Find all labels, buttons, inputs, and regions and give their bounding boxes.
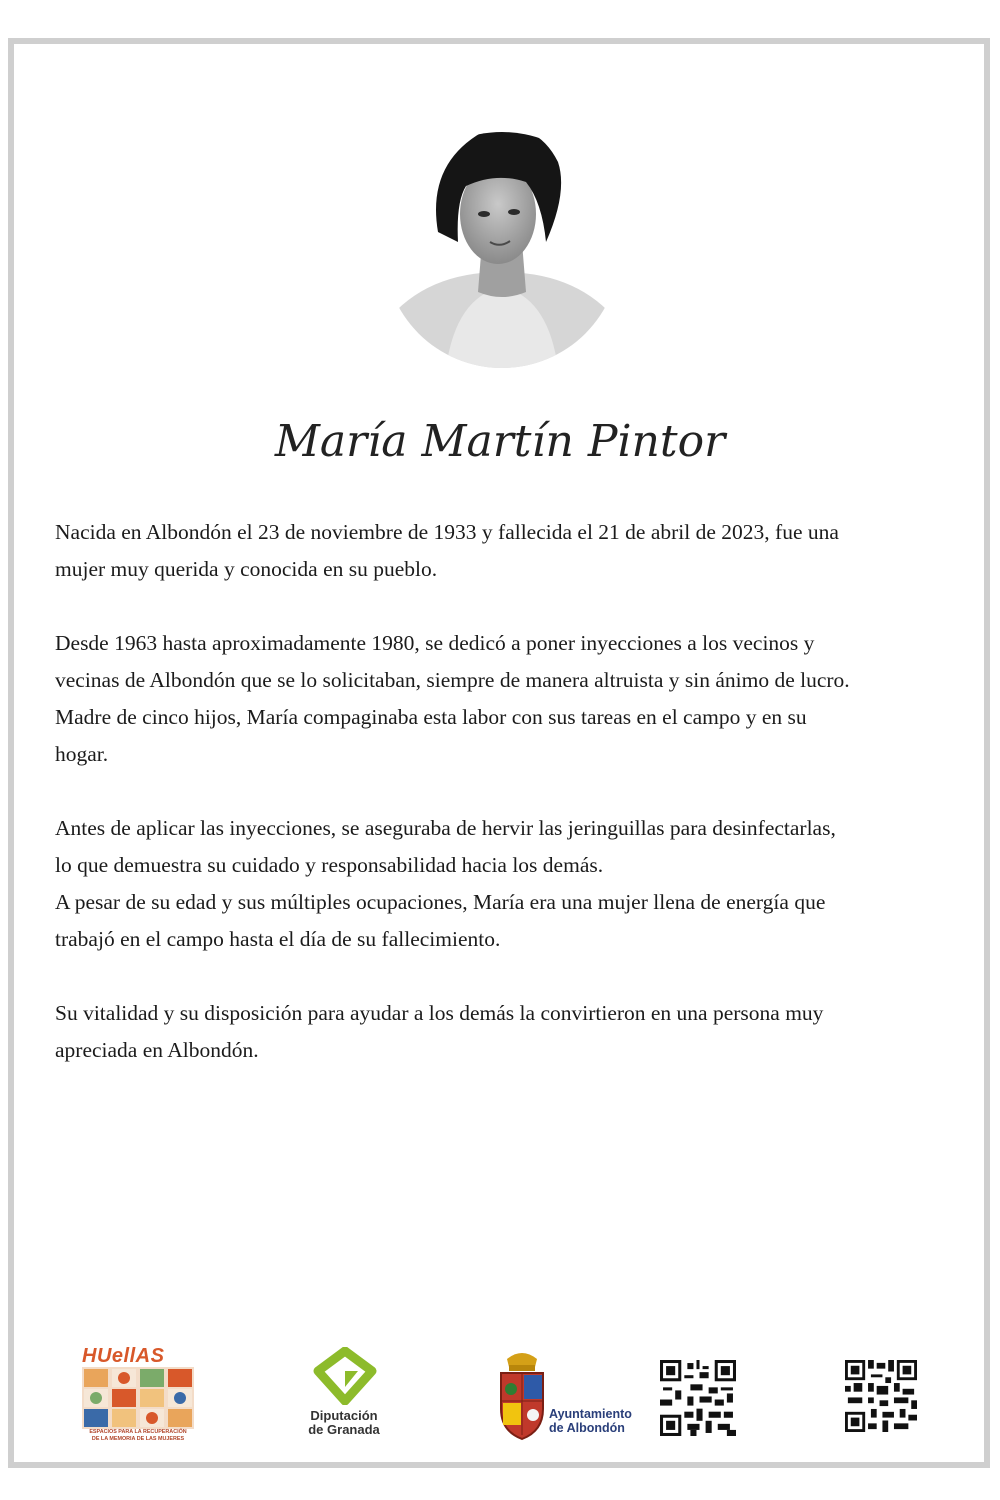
diputacion-granada-logo — [296, 1347, 392, 1447]
text-line: mujer muy querida y conocida en su pueblo. — [55, 557, 438, 581]
sponsor-logos — [0, 1335, 1000, 1445]
text-line: vecinas de Albondón que se lo solicitaban, siempre de manera altruista y sin ánimo de lucro. — [55, 668, 850, 692]
text-line: Desde 1963 hasta aproximadamente 1980, se dedicó a poner inyecciones a los vecinos y — [55, 631, 815, 655]
diputacion-emblem-icon — [312, 1347, 378, 1405]
huellas-logo — [82, 1345, 194, 1445]
text-line: Antes de aplicar las inyecciones, se aseguraba de hervir las jeringuillas para desinfectarlas, — [55, 816, 836, 840]
diputacion-line: de Granada — [308, 1422, 380, 1437]
diputacion-line: Diputación — [310, 1408, 378, 1423]
paragraph-3 — [55, 810, 940, 958]
paragraph-4 — [55, 995, 940, 1069]
text-line: A pesar de su edad y sus múltiples ocupaciones, María era una mujer llena de energía que — [55, 890, 826, 914]
ayuntamiento-line: de Albondón — [549, 1421, 625, 1435]
text-line: Madre de cinco hijos, María compaginaba esta labor con sus tareas en el campo y en su — [55, 705, 807, 729]
text-line: trabajó en el campo hasta el día de su fallecimiento. — [55, 927, 501, 951]
paragraph-2 — [55, 625, 940, 773]
huellas-sub-line: DE LA MEMORIA DE LAS MUJERES — [91, 1436, 185, 1442]
text-line: hogar. — [55, 742, 109, 766]
ayuntamiento-albondon-logo — [497, 1345, 657, 1445]
qr-code-icon[interactable] — [845, 1360, 917, 1432]
huellas-sub-line: ESPACIOS PARA LA RECUPERACIÓN — [89, 1429, 187, 1435]
qr-code-icon[interactable] — [660, 1360, 736, 1436]
paragraph-1 — [55, 514, 940, 588]
diputacion-text — [296, 1409, 392, 1437]
text-line: Nacida en Albondón el 23 de noviembre de 1933 y fallecida el 21 de abril de 2023, fue una — [55, 520, 839, 544]
huellas-pattern-icon — [82, 1367, 194, 1429]
text-line: Su vitalidad y su disposición para ayudar a los demás la convirtieron en una persona muy — [55, 1001, 824, 1025]
coat-of-arms-icon — [497, 1345, 547, 1441]
portrait-photo — [386, 122, 618, 368]
ayuntamiento-text — [549, 1407, 659, 1435]
huellas-title: HUellAS — [82, 1345, 165, 1367]
text-line: apreciada en Albondón. — [55, 1038, 259, 1062]
huellas-subtitle — [82, 1429, 194, 1443]
biography-text — [55, 514, 940, 1069]
text-line: lo que demuestra su cuidado y responsabilidad hacia los demás. — [55, 853, 604, 877]
person-name: María Martín Pintor — [274, 416, 726, 467]
ayuntamiento-line: Ayuntamiento — [549, 1407, 632, 1421]
